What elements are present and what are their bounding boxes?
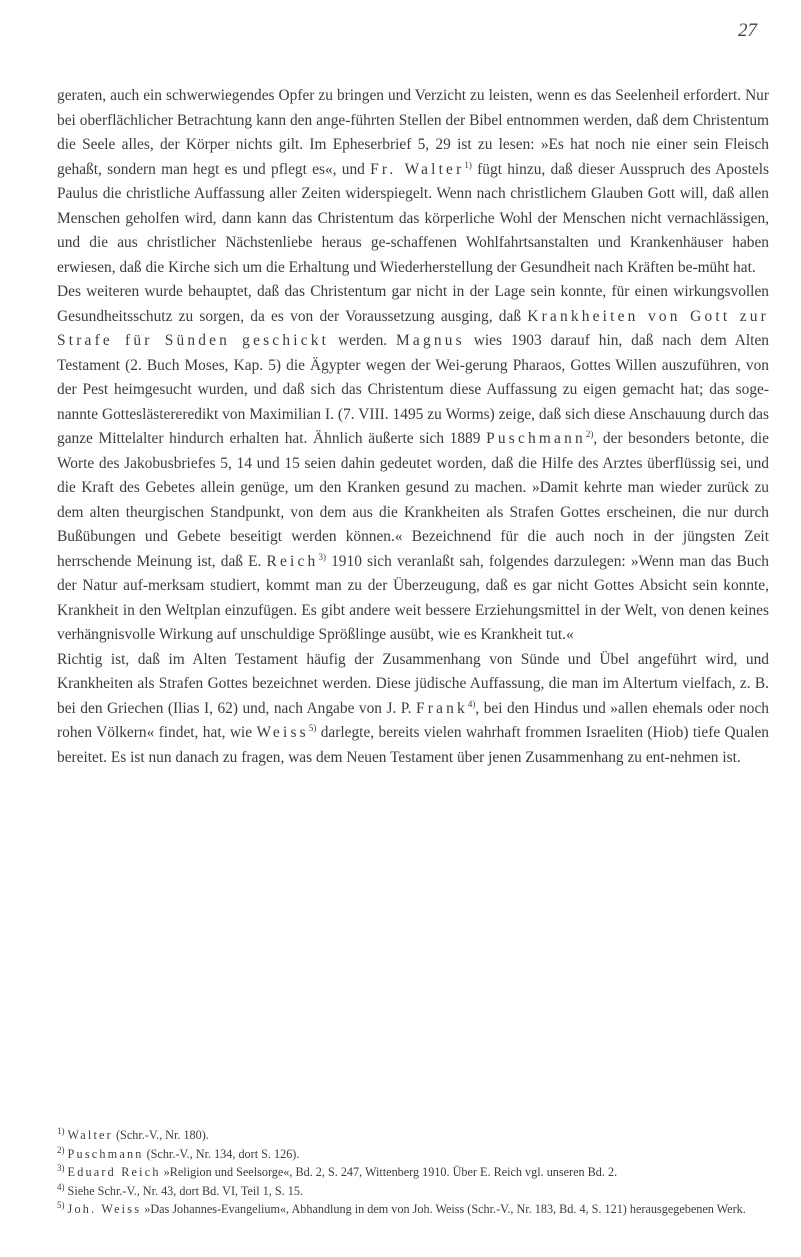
page-number: 27	[738, 20, 757, 41]
author-name: Weiss	[256, 724, 309, 741]
footnote-ref: 5)	[308, 722, 317, 733]
footnote-4: $^{4)}$ Siehe Schr.-V., Nr. 43, dort Bd. VI, Teil 1, S. 15.	[57, 1181, 303, 1198]
body-text	[57, 84, 769, 770]
author-name: Fr. Walter	[370, 160, 465, 178]
footnote-3: $^{3)}$ Eduard Reich »Religion und Seelsorge«, Bd. 2, S. 247, Wittenberg 1910. Über E. Reich vgl. unseren Bd. 2.	[57, 1163, 618, 1180]
footnote-ref: 3)	[318, 551, 326, 562]
paragraph-2: Des weiteren wurde behauptet, daß das Christentum gar nicht in der Lage sein konnte, für einen wirkungsvollen Gesundheitsschutz zu sorgen, da es von der Voraussetzung ausging, daß Krankheiten von Gott zur Strafe für Sünden geschickt werden. Magnus wies 1903 darauf hin, daß nach dem Alten Testament (2. Buch Moses, Kap. 5) die Ägypter wegen der Wei-gerung Pharaos, Gottes Willen auszuführen, von der Pest heimgesucht wurden, und daß sich das Christentum diese Auffassung zu eigen gemacht hat; das soge-nannte Gotteslästereredikt von Maximilian I. (7. VIII. 1495 zu Worms) zeige, daß sich diese Anschauung durch das ganze Mittelalter hindurch erhalten hat. Ähnlich äußerte sich 1889 Puschmann$^{2)}$, der besonders betonte, die Worte des Jakobusbriefes 5, 14 und 15 seien dahin gedeutet worden, daß die Hilfe des Arztes überflüssig sei, und die Kraft des Gebetes allein genüge, um den Kranken gesund zu machen. »Damit kehrte man wieder zurück zu dem alten theurgischen Standpunkt, von dem aus die Krankheiten als Strafen Gottes erscheinen, die nur durch Bußübungen und Gebete beseitigt werden können.« Bezeichnend für die auch noch in der jüngsten Zeit herrschende Meinung ist, daß E. Reich$^{3)}$ 1910 sich veranlaßt sah, folgendes darzulegen: »Wenn man das Buch der Natur auf-merksam studiert, kommt man zu der Überzeugung, daß es gar nicht Gottes Absicht sein konnte, Krankheit in den Weltplan einzufügen. Es gibt andere weit bessere Erziehungsmittel in der Welt, von denen keines verhängnisvolle Wirkung auf unschuldige Sprößlinge ausübt, wie es Krankheit tut.«	[57, 283, 769, 643]
author-name: Magnus	[396, 332, 465, 349]
footnote-2: $^{2)}$ Puschmann (Schr.-V., Nr. 134, dort S. 126).	[57, 1144, 300, 1161]
footnote-ref: 4)	[467, 698, 476, 709]
paragraph-1: geraten, auch ein schwerwiegendes Opfer zu bringen und Verzicht zu leisten, wenn es das Seelenheil erfordert. Nur bei oberflächlicher Betrachtung kann den ange-führten Stellen der Bibel entnommen werden, daß dem Christentum die Seele alles, der Körper nichts gilt. Im Epheserbrief 5, 29 ist zu lesen: »Es hat noch nie einer sein Fleisch gehaßt, sondern man hegt es und pflegt es«, und Fr. Walter$^{1)}$ fügt hinzu, daß dieser Ausspruch des Apostels Paulus die christliche Auffassung aller Zeiten widerspiegelt. Wenn nach christlichem Glauben Gott will, daß allen Menschen geholfen wird, dann kann das Christentum das körperliche Wohl der Menschen nicht vernachlässigen, und die aus christlicher Nächstenliebe heraus ge-schaffenen Wohlfahrtsanstalten und Krankenhäuser haben erwiesen, daß die Kirche sich um die Erhaltung und Wiederherstellung der Gesundheit nach Kräften be-müht hat.	[57, 87, 769, 276]
footnotes	[57, 1126, 769, 1219]
footnote-ref: 2)	[585, 428, 594, 439]
footnote-5: $^{5)}$ Joh. Weiss »Das Johannes-Evangelium«, Abhandlung in dem von Joh. Weiss (Schr.-V., Nr. 183, Bd. 4, S. 121) herausgegebenen Werk.	[57, 1200, 746, 1217]
emphasis-text: Krankheiten von Gott zur Strafe für Sünden geschickt	[57, 307, 769, 349]
author-name: Puschmann	[486, 430, 586, 447]
footnote-1: $^{1)}$ Walter (Schr.-V., Nr. 180).	[57, 1125, 209, 1142]
paragraph-3: Richtig ist, daß im Alten Testament häufig der Zusammenhang von Sünde und Übel angeführt wird, und Krankheiten als Strafen Gottes bezeichnet werden. Diese jüdische Auffassung, die man im Altertum vielfach, z. B. bei den Griechen (Ilias I, 62) und, nach Angabe von J. P. Frank$^{4)}$, bei den Hindus und »allen ehemals oder noch rohen Völkern« findet, hat, wie Weiss$^{5)}$ darlegte, bereits vielen wahrhaft frommen Israeliten (Hiob) tiefe Qualen bereitet. Es ist nun danach zu fragen, was dem Neuen Testament über jenen Zusammenhang zu ent-nehmen ist.	[57, 650, 769, 766]
author-name: Frank	[415, 699, 468, 717]
author-name: Reich	[266, 552, 319, 570]
footnote-ref: 1)	[464, 159, 472, 170]
